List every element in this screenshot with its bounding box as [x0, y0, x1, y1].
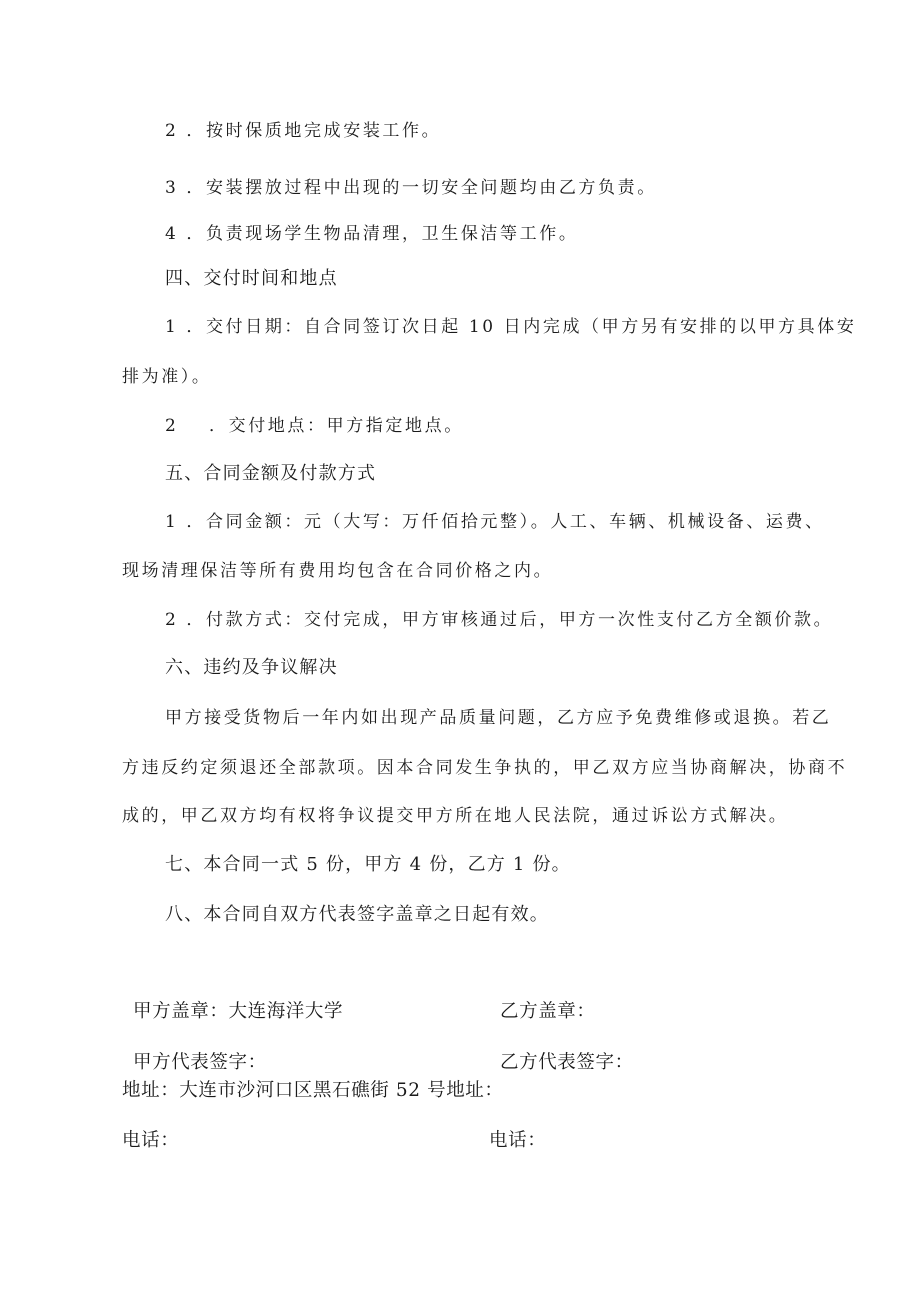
- section-8-effective: 八、本合同自双方代表签字盖章之日起有效。: [165, 904, 549, 925]
- party-b-representative: 乙方代表签字：: [500, 1052, 634, 1073]
- clause-6-paragraph-line-2: 方违反约定须退还全部款项。因本合同发生争执的，甲乙双方应当协商解决，协商不: [122, 758, 848, 778]
- party-a-representative: 甲方代表签字：: [133, 1052, 267, 1073]
- party-b-phone: 电话：: [489, 1130, 547, 1151]
- section-6-heading: 六、违约及争议解决: [165, 657, 338, 678]
- clause-4-item-2-number: 2: [165, 416, 179, 436]
- section-7-copies: 七、本合同一式 5 份，甲方 4 份，乙方 1 份。: [165, 854, 571, 875]
- party-b-seal: 乙方盖章：: [500, 1001, 596, 1022]
- clause-6-paragraph-line-1: 甲方接受货物后一年内如出现产品质量问题，乙方应予免费维修或退换。若乙: [165, 708, 832, 728]
- clause-4-item-2-text: ．交付地点：甲方指定地点。: [209, 416, 464, 436]
- section-4-heading: 四、交付时间和地点: [165, 268, 338, 289]
- clause-6-paragraph-line-3: 成的，甲乙双方均有权将争议提交甲方所在地人民法院，通过诉讼方式解决。: [122, 806, 789, 826]
- clause-5-item-1-line-2: 现场清理保洁等所有费用均包含在合同价格之内。: [122, 561, 554, 581]
- section-5-heading: 五、合同金额及付款方式: [165, 463, 377, 484]
- clause-5-item-2: 2 ．付款方式：交付完成，甲方审核通过后，甲方一次性支付乙方全额价款。: [165, 610, 834, 630]
- party-a-phone: 电话：: [122, 1130, 180, 1151]
- clause-3-item-4: 4 ．负责现场学生物品清理，卫生保洁等工作。: [165, 224, 579, 244]
- party-a-seal: 甲方盖章：大连海洋大学: [133, 1001, 344, 1022]
- address-line: 地址：大连市沙河口区黑石礁街 52 号地址：: [122, 1080, 504, 1101]
- clause-3-item-2: 2 ．按时保质地完成安装工作。: [165, 121, 442, 141]
- clause-4-item-1-line-1: 1 ．交付日期：自合同签订次日起 10 日内完成（甲方另有安排的以甲方具体安: [165, 317, 857, 337]
- clause-3-item-3: 3 ．安装摆放过程中出现的一切安全问题均由乙方负责。: [165, 178, 657, 198]
- clause-5-item-1-line-1: 1 ．合同金额：元（大写：万仟佰拾元整）。人工、车辆、机械设备、运费、: [165, 512, 825, 532]
- clause-4-item-1-line-2: 排为准）。: [122, 367, 212, 387]
